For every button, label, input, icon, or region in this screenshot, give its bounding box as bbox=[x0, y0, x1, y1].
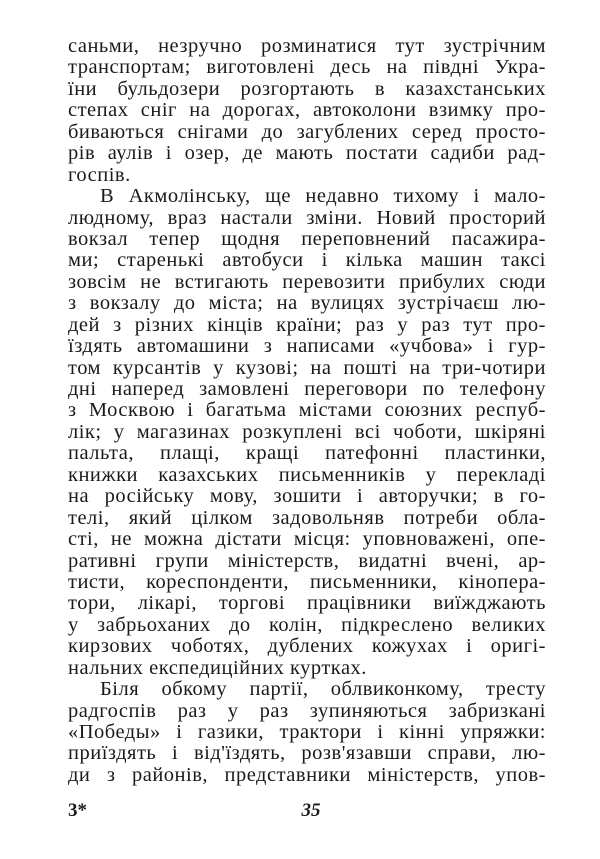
text-line: биваються снігами до загублених серед просто- bbox=[68, 120, 546, 143]
text-line: вокзал тепер щодня переповнений пасажира- bbox=[68, 227, 546, 250]
text-line: степах сніг на дорогах, автоколони взимку про- bbox=[68, 99, 546, 122]
text-line: саньми, незручно розминатися тут зустрічним bbox=[68, 35, 546, 57]
text-line: госпів. bbox=[68, 163, 131, 186]
signature-mark: 3* bbox=[68, 800, 87, 821]
text-line: пальта, плащі, кращі патефонні пластинки, bbox=[68, 442, 546, 465]
text-line: дей з різних кінців країни; раз у раз тут про- bbox=[68, 313, 546, 336]
paragraph bbox=[68, 679, 546, 786]
text-line: зовсім не встигають перевозити прибулих сюди bbox=[68, 270, 546, 293]
text-line: ди з районів, представники міністерств, упов- bbox=[68, 763, 546, 786]
text-line: радгоспів раз у раз зупиняються забризкані bbox=[68, 699, 546, 722]
text-line: нальних експедиційних куртках. bbox=[68, 656, 367, 679]
text-line: книжки казахських письменників у перекладі bbox=[68, 463, 546, 486]
text-line: на російську мову, зошити і авторучки; в го- bbox=[68, 485, 546, 508]
text-line: з вокзалу до міста; на вулицях зустрічаєш лю- bbox=[68, 292, 546, 315]
text-line: рів аулів і озер, де мають постати садиби рад- bbox=[68, 142, 546, 165]
page-body bbox=[68, 36, 546, 786]
text-line: приїздять і від'їздять, розв'язавши справи, лю- bbox=[68, 742, 546, 765]
text-line: лік; у магазинах розкуплені всі чоботи, шкіряні bbox=[68, 420, 546, 443]
text-line: «Победы» і газики, трактори і кінні упряжки: bbox=[68, 721, 546, 743]
text-line: ративні групи міністерств, видатні вчені, ар- bbox=[68, 549, 546, 572]
text-line: кирзових чоботях, дублених кожухах і оригі- bbox=[68, 635, 546, 658]
text-line: їни бульдозери розгортають в казахстанських bbox=[68, 77, 546, 100]
text-line: телі, який цілком задовольняв потреби обла- bbox=[68, 506, 546, 529]
text-line: дні наперед замовлені переговори по телефону bbox=[68, 378, 546, 400]
text-line: тори, лікарі, торгові працівники виїжджають bbox=[68, 592, 546, 615]
text-line: їздять автомашини з написами «учбова» і гур- bbox=[68, 335, 546, 358]
text-line: Біля обкому партії, облвиконкому, тресту bbox=[100, 678, 546, 701]
page-footer bbox=[68, 800, 546, 822]
text-line: В Акмолінську, ще недавно тихому і мало- bbox=[100, 185, 546, 208]
page-number: 35 bbox=[301, 800, 321, 821]
text-line: людному, враз настали зміни. Новий просторий bbox=[68, 206, 546, 229]
text-line: транспортам; виготовлені десь на півдні Укра- bbox=[68, 56, 546, 79]
text-line: у забрьоханих до колін, підкреслено великих bbox=[68, 613, 546, 636]
text-line: тисти, кореспонденти, письменники, кінопера- bbox=[68, 570, 546, 593]
paragraph bbox=[68, 186, 546, 679]
text-line: з Москвою і багатьма містами союзних респуб- bbox=[68, 399, 546, 422]
text-line: сті, не можна дістати місця: уповноважені, опе- bbox=[68, 528, 546, 551]
paragraph bbox=[68, 36, 546, 186]
text-line: ми; старенькі автобуси і кілька машин таксі bbox=[68, 249, 546, 272]
text-line: том курсантів у кузові; на пошті на три-чотири bbox=[68, 356, 546, 379]
